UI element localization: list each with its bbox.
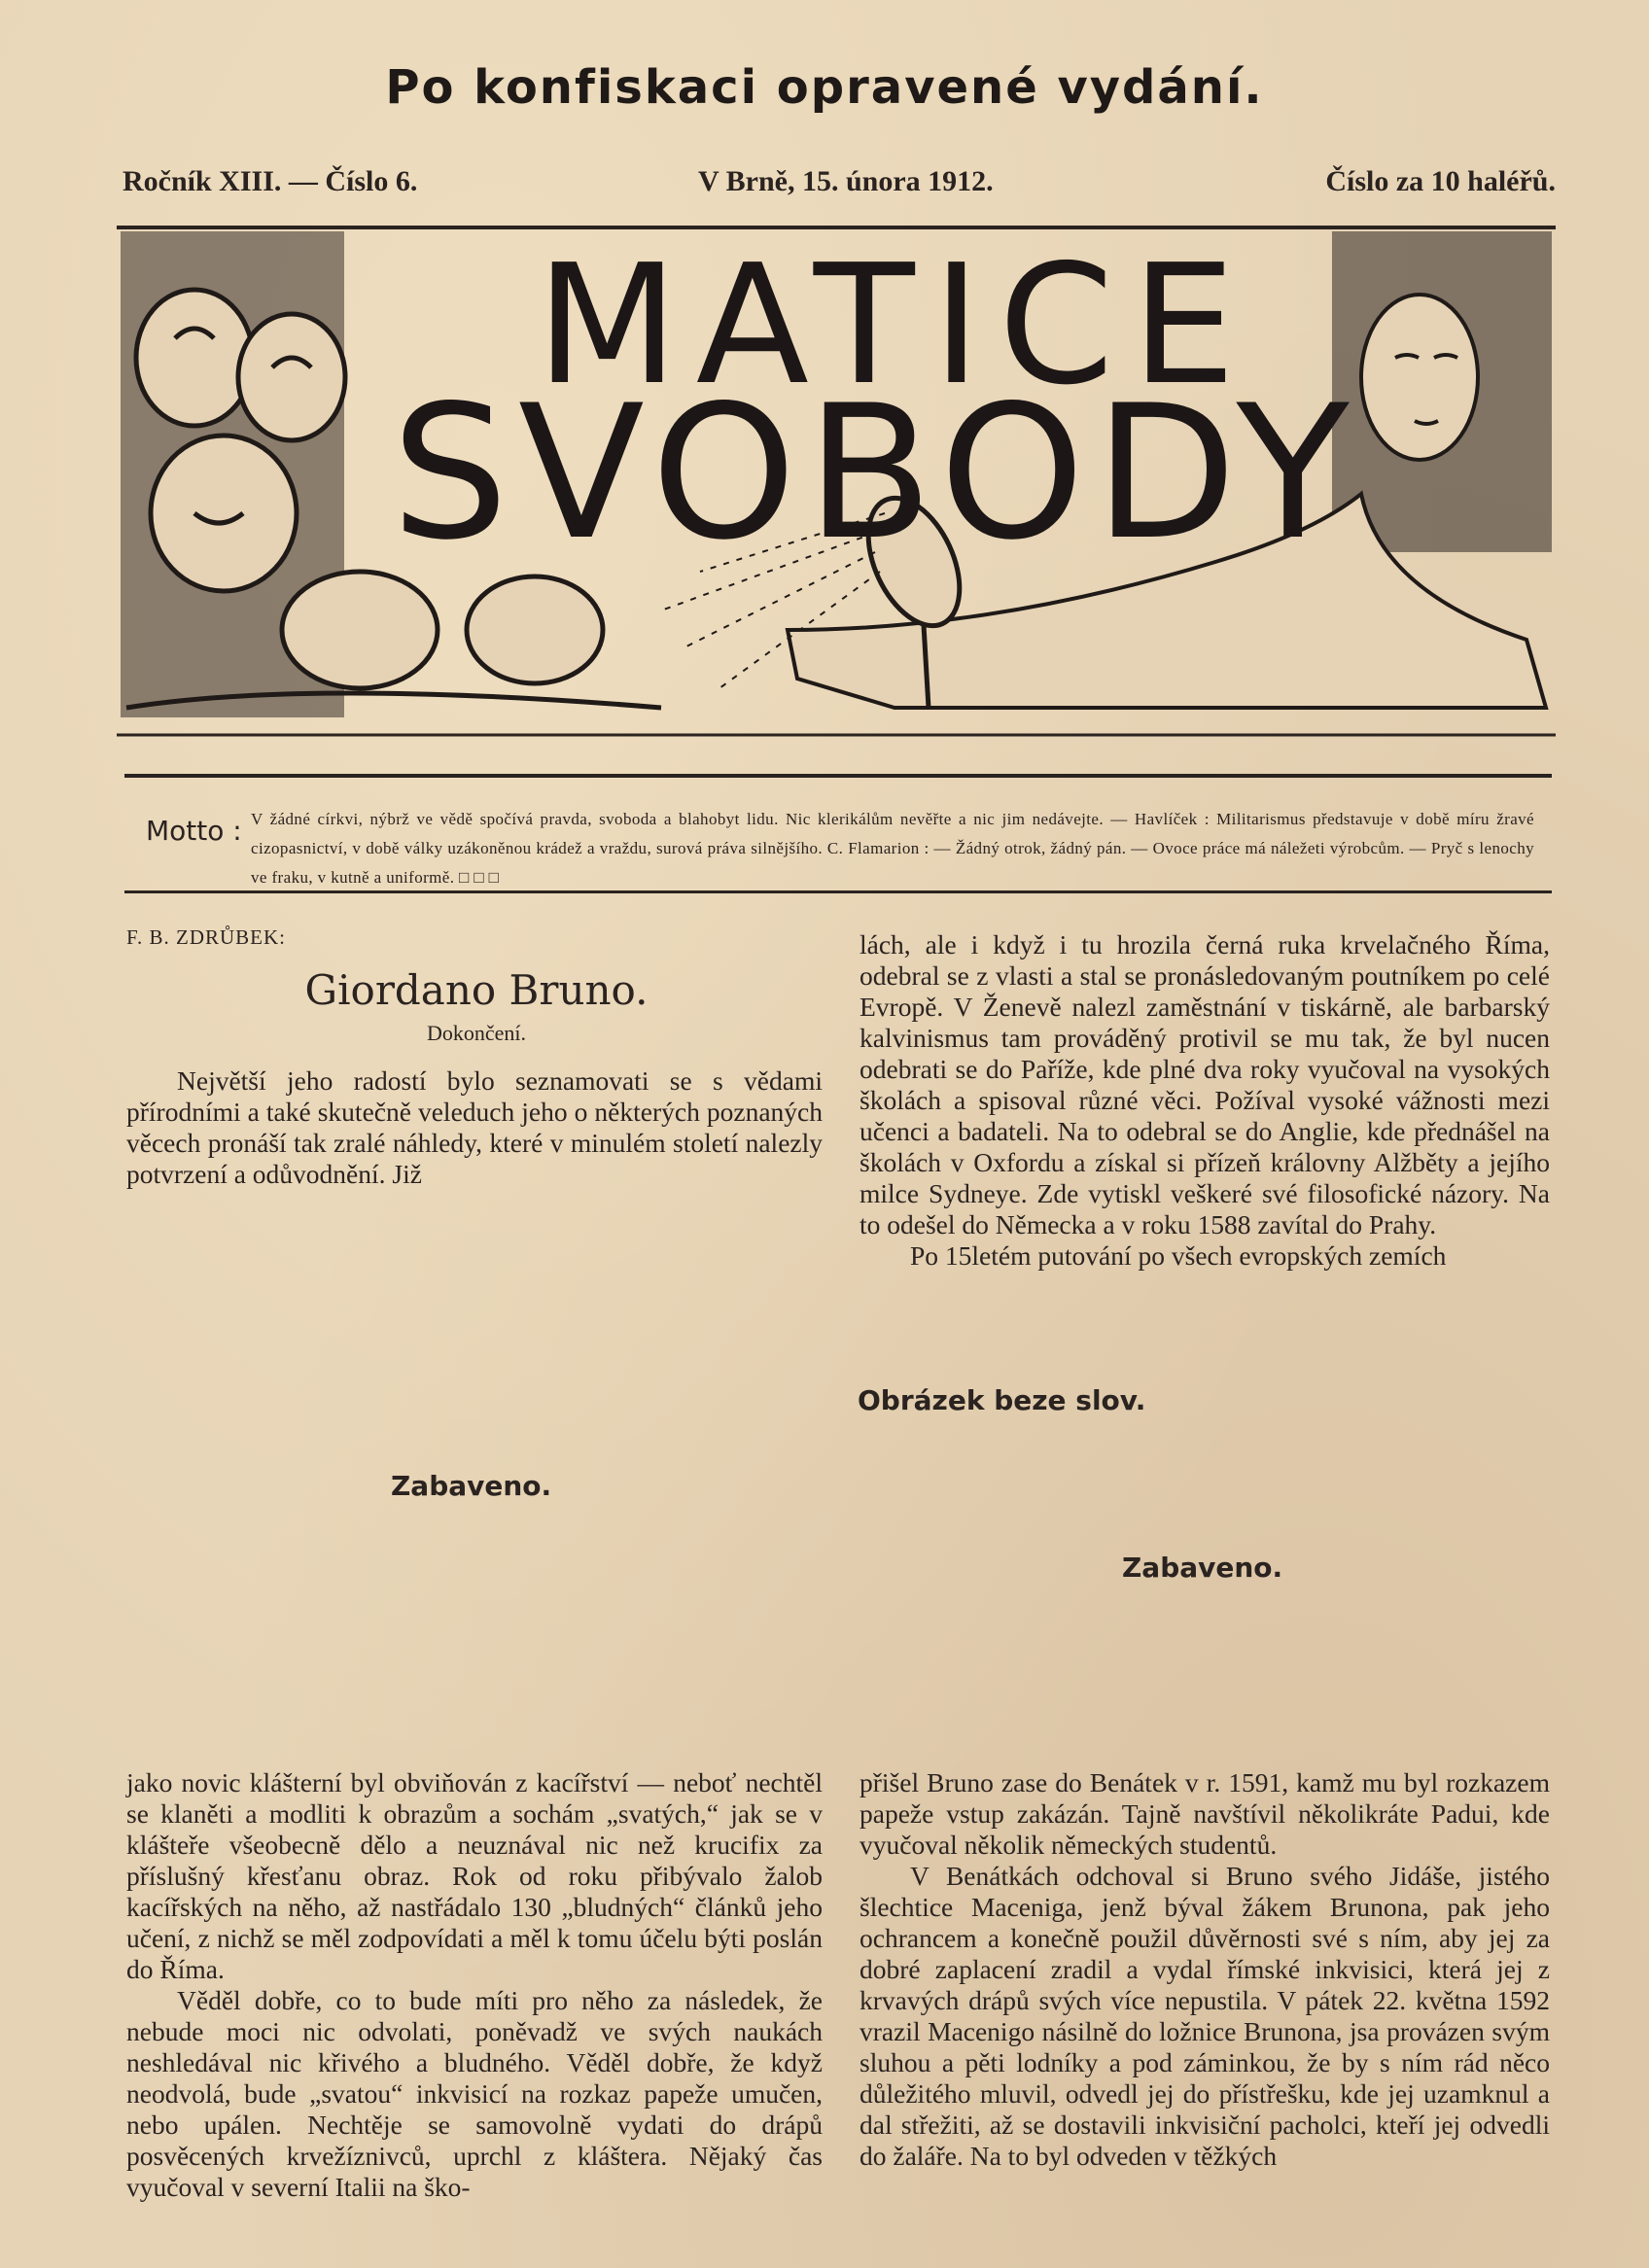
- image-caption: Obrázek beze slov.: [858, 1384, 1146, 1416]
- motto-text: V žádné církvi, nýbrž ve vědě spočívá pravda, svoboda a blahobyt lidu. Nic klerikálům nevěřte a nic jim nedávejte. — Havlíček : Militarismus představuje v době míru žravé cizopasnictví, v době války uzákoněnou krádež a vraždu, surová práva silnějšího. C. Flamarion : — Žádný otrok, žádný pán. — Ovoce práce má náležeti výrobcům. — Pryč s lenochy ve fraku, v kutně a uniformě. □ □ □: [251, 810, 1534, 887]
- censored-notice-right: Zabaveno.: [1122, 1552, 1283, 1584]
- article-title: Giordano Bruno.: [304, 966, 649, 1014]
- paragraph: V Benátkách odchoval si Bruno svého Jidáše, jistého šlechtice Maceniga, jenž býval žákem Brunona, pak jeho ochrancem a konečně použil důvěrnosti své s ním, aby jej za dobré zaplacení zradil a vydal římské inkvisici, která jej z krvavých drápů svých více nepustila. V pátek 22. května 1592 vrazil Macenigo násilně do ložnice Brunona, jsa provázen svým sluhou a pěti lodníky a pod záminkou, že by s ním rád něco důležitého mluvil, odvedl jej do přístřešku, kde jej uzamknul a dal střežiti, až se dostavili inkvisiční pacholci, kteří jej odvedli do žaláře. Na to byl odveden v těžkých: [860, 1861, 1550, 2171]
- paragraph: Největší jeho radostí bylo seznamovati se s vědami přírodními a také skutečně veleduch jeho o některých poznaných věcech pronáší tak zralé náhledy, které v minulém století nalezly potvrzení a odůvodnění. Již: [126, 1065, 823, 1189]
- masthead-title-line-2: SVOBODY: [391, 366, 1359, 580]
- censored-notice-left: Zabaveno.: [391, 1470, 552, 1502]
- paragraph: Po 15letém putování po všech evropských zemích: [910, 1240, 1447, 1271]
- article-subtitle: Dokončení.: [426, 1021, 527, 1045]
- paragraph: Věděl dobře, co to bude míti pro něho za následek, že nebude moci nic odvolati, poněvadž ve svých naukách neshledával nic křivého a bludného. Věděl dobře, že když neodvolá, bude „svatou“ inkvisicí na rozkaz papeže umučen, nebo upálen. Nechtěje se samovolně vydati do drápů posvěcených krvežíznivců, uprchl z kláštera. Nějaký čas vyučoval v severní Italii na ško-: [126, 1985, 823, 2202]
- article-column-right-bottom: [860, 1767, 1550, 2172]
- article-column-right-top: [860, 929, 1550, 1272]
- price: Číslo za 10 haléřů.: [1325, 165, 1556, 197]
- date-place: V Brně, 15. února 1912.: [698, 165, 994, 197]
- article-column-left-bottom: [126, 1767, 823, 2203]
- issue-info: Ročník XIII. — Číslo 6.: [123, 165, 418, 197]
- paragraph: přišel Bruno zase do Benátek v r. 1591, kamž mu byl rozkazem papeže vstup zakázán. Tajně navštívil několikráte Padui, kde vyučoval několik německých studentů.: [860, 1767, 1550, 1860]
- article-author: F. B. ZDRŮBEK:: [126, 925, 287, 949]
- motto-rule-top: [124, 774, 1552, 778]
- headline-notice: Po konfiskaci opravené vydání.: [385, 60, 1264, 115]
- motto-rule-bottom: [124, 890, 1552, 893]
- motto-label: Motto :: [146, 815, 242, 847]
- paragraph: lách, ale i když i tu hrozila černá ruka krvelačného Říma, odebral se z vlasti a stal se pronásledovaným poutníkem po celé Evropě. V Ženevě nalezl zaměstnání v tiskárně, ale barbarský kalvinismus tam prováděný protivil se mu tak, že byl nucen odebrati se do Paříže, kde plné dva roky vyučoval na vysokých školách a spisoval různé věci. Požíval vysoké vážnosti mezi učenci a badateli. Na to odebral se do Anglie, kde přednášel na školách v Oxfordu a získal si přízeň královny Alžběty a jejího milce Sydneye. Zde vytiskl veškeré své filosofické názory. Na to odešel do Německa a v roku 1588 zavítal do Prahy.: [860, 929, 1550, 1239]
- paragraph: jako novic klášterní byl obviňován z kacířství — neboť nechtěl se klaněti a modliti k obrazům a sochám „svatých,“ jak se v klášteře všeobecně dělo a neuznával nic než krucifix za příslušný křesťanu obraz. Rok od roku přibývalo žalob kacířských na něho, až nastřádalo 130 „bludných“ článků jeho učení, z nichž se měl zodpovídati a měl k tomu účelu býti poslán do Říma.: [126, 1767, 823, 1984]
- article-column-left-top: [126, 1065, 823, 1190]
- masthead-title-line-1: MATICE: [536, 229, 1253, 422]
- masthead: [117, 222, 1556, 737]
